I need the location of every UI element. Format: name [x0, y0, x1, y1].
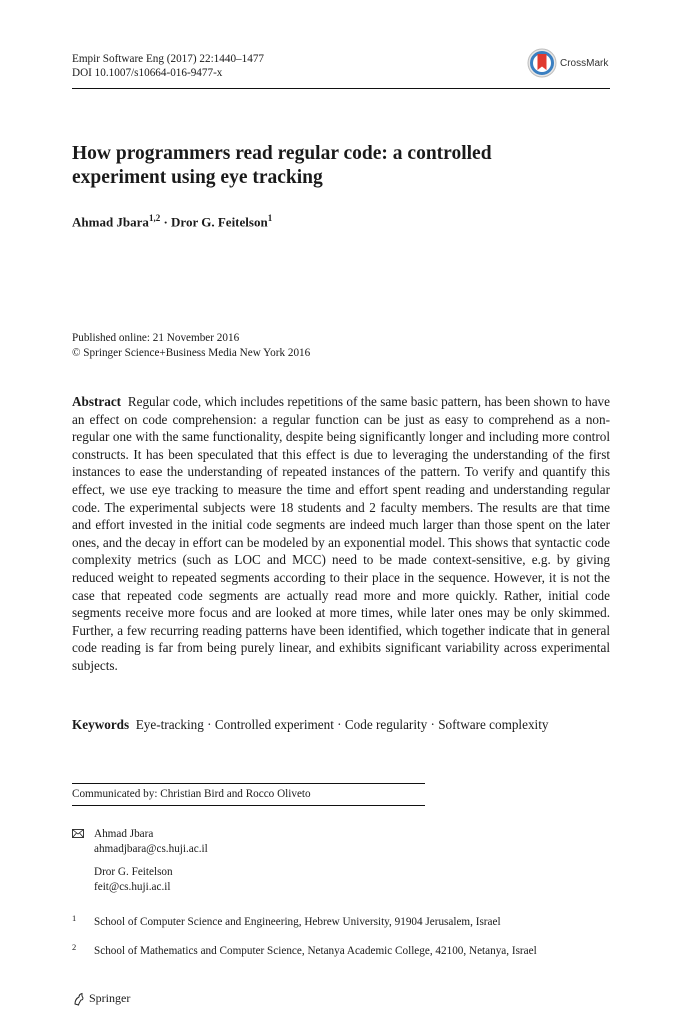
springer-horse-icon — [72, 992, 86, 1006]
author-name[interactable]: Ahmad Jbara — [72, 214, 149, 230]
publisher-footer — [72, 991, 130, 1006]
author-affiliation-sup: 1,2 — [148, 213, 161, 223]
envelope-icon — [72, 829, 84, 838]
contact-entry — [94, 865, 173, 894]
keywords-label: Keywords — [72, 717, 130, 732]
keywords — [72, 716, 632, 733]
publisher-name: Springer — [89, 991, 131, 1005]
abstract-label: Abstract — [72, 394, 122, 409]
affiliation-text: School of Mathematics and Computer Science, Netanya Academic College, 42100, Netanya, Israel — [94, 945, 537, 957]
affiliation-number: 2 — [72, 942, 77, 952]
crossmark-badge[interactable] — [527, 48, 613, 82]
doi[interactable]: DOI 10.1007/s10664-016-9477-x — [72, 67, 223, 79]
crossmark-label: CrossMark — [560, 58, 609, 69]
title-line-1: How programmers read regular code: a controlled — [72, 143, 492, 164]
header-rule — [72, 88, 610, 89]
author-affiliation-sup: 1 — [267, 213, 273, 223]
abstract-text: Regular code, which includes repetitions of the same basic pattern, has been shown to have an effect on code comprehension: a regular function can be just as easy to comprehend as a non-regular one with the same functionality, despite being significantly longer and including more control constructs. It has been speculated that this effect is due to leveraging the understanding of the first instances to ease the understanding of repeated instances of the pattern. To verify and quantify this effect, we use eye tracking to measure the time and effort spent reading and understanding regular code. The experimental subjects were 18 students and 2 faculty members. The results are that time and effort invested in the initial code segments are indeed much larger than those spent on the later ones, and the decay in effort can be modeled by an exponential model. This shows that syntactic code complexity metrics (such as LOC and MCC) need to be made context-sensitive, e.g. by giving reduced weight to repeated segments according to their place in the sequence. However, it is not the case that repeated code segments are actually read more and more quickly. Rather, initial code segments receive more focus and are looked at more times, while later ones may be only skimmed. Further, a few recurring reading patterns have been identified, which together indicate that in general code reading is far from being purely linear, and exhibits significant variability across experimental subjects. — [72, 394, 610, 673]
footnote-rule-bottom — [72, 805, 425, 806]
journal-citation: Empir Software Eng (2017) 22:1440–1477 — [72, 53, 265, 65]
crossmark-icon — [527, 48, 557, 78]
author-name[interactable]: Dror G. Feitelson — [171, 214, 268, 230]
footnote-rule-top — [72, 783, 425, 784]
affiliation-number: 1 — [72, 913, 77, 923]
communicated-by: Communicated by: Christian Bird and Rocco Oliveto — [72, 788, 311, 800]
contact-entry — [94, 827, 208, 856]
copyright: © Springer Science+Business Media New York 2016 — [72, 347, 311, 359]
contact-name: Ahmad Jbara — [94, 828, 154, 840]
published-date: Published online: 21 November 2016 — [72, 332, 240, 344]
author-list — [72, 213, 272, 230]
contact-email[interactable]: ahmadjbara@cs.huji.ac.il — [94, 842, 208, 855]
journal-header — [72, 52, 264, 80]
publication-info — [72, 331, 310, 361]
affiliation-text: School of Computer Science and Engineering, Hebrew University, 91904 Jerusalem, Israel — [94, 916, 501, 928]
abstract — [72, 393, 610, 675]
keywords-text: Eye-tracking · Controlled experiment · Code regularity · Software complexity — [135, 717, 549, 732]
contact-name: Dror G. Feitelson — [94, 866, 173, 878]
title-line-2: experiment using eye tracking — [72, 167, 323, 188]
paper-title — [72, 142, 592, 190]
contact-email[interactable]: feit@cs.huji.ac.il — [94, 880, 171, 893]
author-separator: · — [160, 214, 172, 230]
